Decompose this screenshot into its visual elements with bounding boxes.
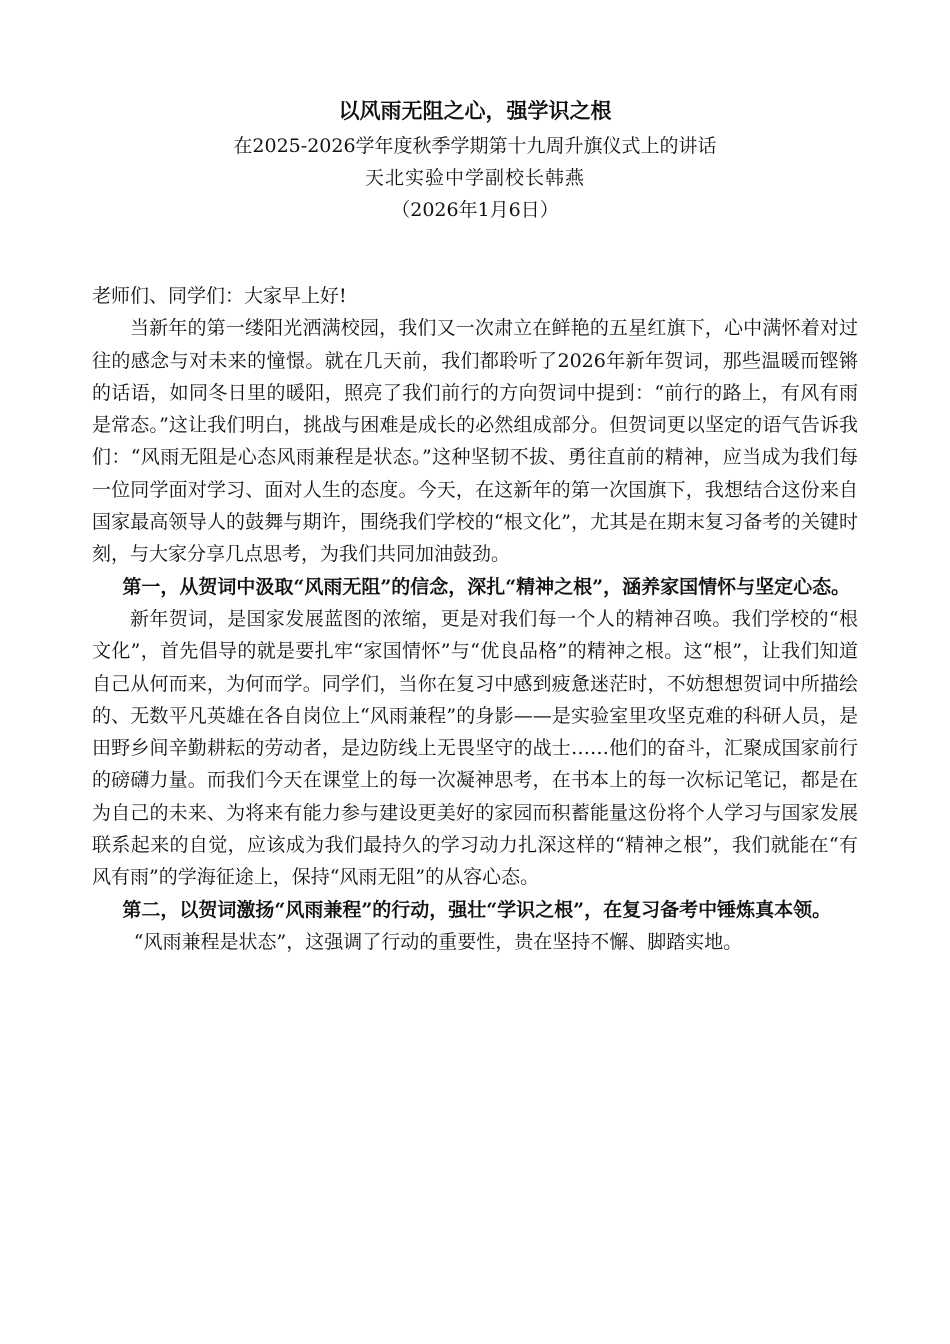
section-heading-2: 第二，以贺词激扬“风雨兼程”的行动，强壮“学识之根”，在复习备考中锤炼真本领。 [122,898,832,921]
section-heading-1: 第一，从贺词中汲取“风雨无阻”的信念，深扎“精神之根”，涵养家国情怀与坚定心态。 [122,575,851,598]
speech-subtitle: 在2025-2026学年度秋季学期第十九周升旗仪式上的讲话 [233,135,717,157]
paragraph-1: 当新年的第一缕阳光洒满校园，我们又一次肃立在鲜艳的五星红旗下，心中满怀着对过往的感念与对未来的憧憬。就在几天前，我们都聆听了2026年新年贺词，那些温暖而铿锵的话语，如同冬日里的暖阳，照亮了我们前行的方向贺词中提到：“前行的路上，有风有雨是常态。”这让我们明白，挑战与困难是成长的必然组成部分。但贺词更以坚定的语气告诉我们：“风雨无阻是心态风雨兼程是状态。”这种坚韧不拔、勇往直前的精神，应当成为我们每一位同学面对学习、面对人生的态度。今天，在这新年的第一次国旗下，我想结合这份来自国家最高领导人的鼓舞与期许，围绕我们学校的“根文化”，尤其是在期末复习备考的关键时刻，与大家分享几点思考，为我们共同加油鼓劲。 [92,317,858,566]
greeting: 老师们、同学们：大家早上好! [92,285,347,307]
paragraph-3: “风雨兼程是状态”，这强调了行动的重要性，贵在坚持不懈、脚踏实地。 [133,930,743,953]
speech-date: （2026年1月6日） [391,199,559,221]
speech-title: 以风雨无阻之心，强学识之根 [338,98,612,123]
document-header [0,92,950,226]
speaker-line: 天北实验中学副校长韩燕 [364,167,585,189]
speech-body [92,280,858,958]
paragraph-2: 新年贺词，是国家发展蓝图的浓缩，更是对我们每一个人的精神召唤。我们学校的“根文化”，首先倡导的就是要扎牢“家国情怀”与“优良品格”的精神之根。这“根”，让我们知道自己从何而来，为何而学。同学们，当你在复习中感到疲惫迷茫时，不妨想想贺词中所描绘的、无数平凡英雄在各自岗位上“风雨兼程”的身影——是实验室里攻坚克难的科研人员，是田野乡间辛勤耕耘的劳动者，是边防线上无畏坚守的战士……他们的奋斗，汇聚成国家前行的磅礴力量。而我们今天在课堂上的每一次凝神思考，在书本上的每一次标记笔记，都是在为自己的未来、为将来有能力参与建设更美好的家园而积蓄能量这份将个人学习与国家发展联系起来的自觉，应该成为我们最持久的学习动力扎深这样的“精神之根”，我们就能在“有风有雨”的学海征途上，保持“风雨无阻”的从容心态。 [92,607,858,889]
